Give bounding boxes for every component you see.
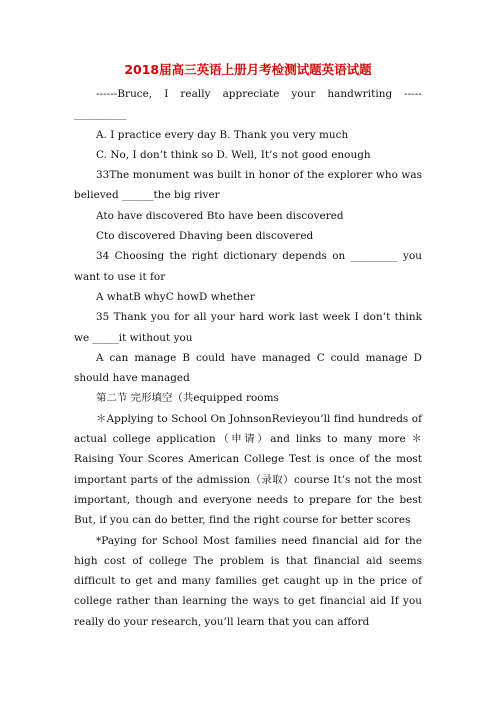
passage-paragraph-2: *Paying for School Most families need financial aid for the high cost of college The problem is that financial aid seems difficult to get and many families get caught up in the price of college rather than learning the ways to get financial aid If you really do your research, you’ll learn that you can afford xyxy=(74,534,422,628)
passage-paragraph-1: ＊Applying to School On JohnsonRevieyou’ll find hundreds of actual college application（申请）and links to many more ＊Raising Your Scores American College Test is once of the most important parts of the admission（录取）course It’s not the most important, though and everyone needs to prepare for the best But, if you can do better, find the right course for better scores xyxy=(74,412,422,527)
question-35-options: A can manage B could have managed C could manage D should have managed xyxy=(74,351,422,385)
question-dialogue: ------Bruce, I really appreciate your handwriting -----__________ xyxy=(74,88,422,121)
options-line-cd: C. No, I don’t think so D. Well, It’s not good enough xyxy=(96,148,371,161)
question-33-options-cd: Cto discovered Dhaving been discovered xyxy=(96,230,314,243)
options-line-ab: A. I practice every day B. Thank you very much xyxy=(96,128,349,141)
document-title: 2018届高三英语上册月考检测试题英语试题 xyxy=(124,62,372,77)
section-heading: 第二节 完形填空（共equipped rooms xyxy=(96,392,279,405)
question-34-options: A whatB whyC howD whether xyxy=(96,290,255,303)
question-33: 33The monument was built in honor of the explorer who was believed ______the big river xyxy=(74,169,422,202)
question-34: 34 Choosing the right dictionary depends on _________ you want to use it for xyxy=(74,250,422,283)
question-33-options-ab: Ato have discovered Bto have been discovered xyxy=(96,209,344,222)
question-35: 35 Thank you for all your hard work last week I don’t think we _____it without you xyxy=(74,311,422,344)
